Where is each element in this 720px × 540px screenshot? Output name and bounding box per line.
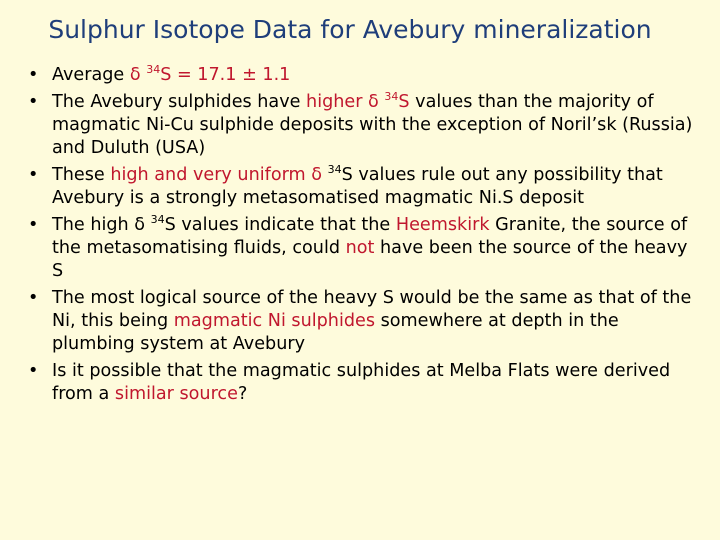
bullet-marker: •: [28, 165, 39, 185]
bullet-text: δ: [129, 65, 147, 85]
bullet-text: higher δ: [306, 92, 385, 112]
bullet-marker: •: [28, 361, 39, 381]
bullet-item: [28, 164, 700, 210]
bullet-text: Is it possible that the magmatic sulphides at Melba Flats were derived from a: [52, 361, 671, 404]
bullet-text: Granite, the source of the metasomatising fluids, could: [52, 215, 688, 258]
bullet-item: [28, 214, 700, 283]
bullet-text: 34: [146, 63, 161, 76]
bullet-text: S values rule out any possibility that Avebury is a strongly metasomatised magmatic Ni.S deposit: [52, 165, 663, 208]
bullet-marker: •: [28, 92, 39, 112]
bullet-marker: •: [28, 215, 39, 235]
bullet-marker: •: [28, 65, 39, 85]
bullet-text: S values indicate that the: [164, 215, 396, 235]
bullet-text: high and very uniform δ: [110, 165, 328, 185]
bullet-item: [28, 91, 700, 160]
bullet-text: values than the majority of magmatic Ni-Cu sulphide deposits with the exception of Noril’sk (Russia) and Duluth (USA): [52, 92, 693, 158]
bullet-text: have been the source of the heavy S: [52, 238, 688, 281]
bullet-text: magmatic Ni sulphides: [173, 311, 376, 331]
bullet-text: Average: [52, 65, 130, 85]
bullet-marker: •: [28, 288, 39, 308]
bullet-text: somewhere at depth in the plumbing system at Avebury: [52, 311, 619, 354]
bullet-item: [28, 360, 700, 406]
bullet-item: [28, 287, 700, 356]
bullet-text: These: [52, 165, 111, 185]
bullet-text: The Avebury sulphides have: [52, 92, 307, 112]
bullet-text: ?: [237, 384, 248, 404]
bullet-text: 34: [150, 213, 165, 226]
bullet-text: The most logical source of the heavy S would be the same as that of the Ni, this being: [52, 288, 692, 331]
bullet-text: 34: [384, 90, 399, 103]
bullet-text: Heemskirk: [395, 215, 490, 235]
bullet-text: similar source: [114, 384, 238, 404]
bullet-list: [28, 64, 700, 410]
bullet-item: [28, 64, 700, 87]
bullet-text: S: [398, 92, 410, 112]
bullet-text: S = 17.1 ± 1.1: [160, 65, 291, 85]
bullet-text: not: [345, 238, 375, 258]
slide-title: Sulphur Isotope Data for Avebury mineralization: [48, 15, 652, 44]
bullet-text: The high δ: [52, 215, 151, 235]
bullet-text: 34: [327, 163, 342, 176]
